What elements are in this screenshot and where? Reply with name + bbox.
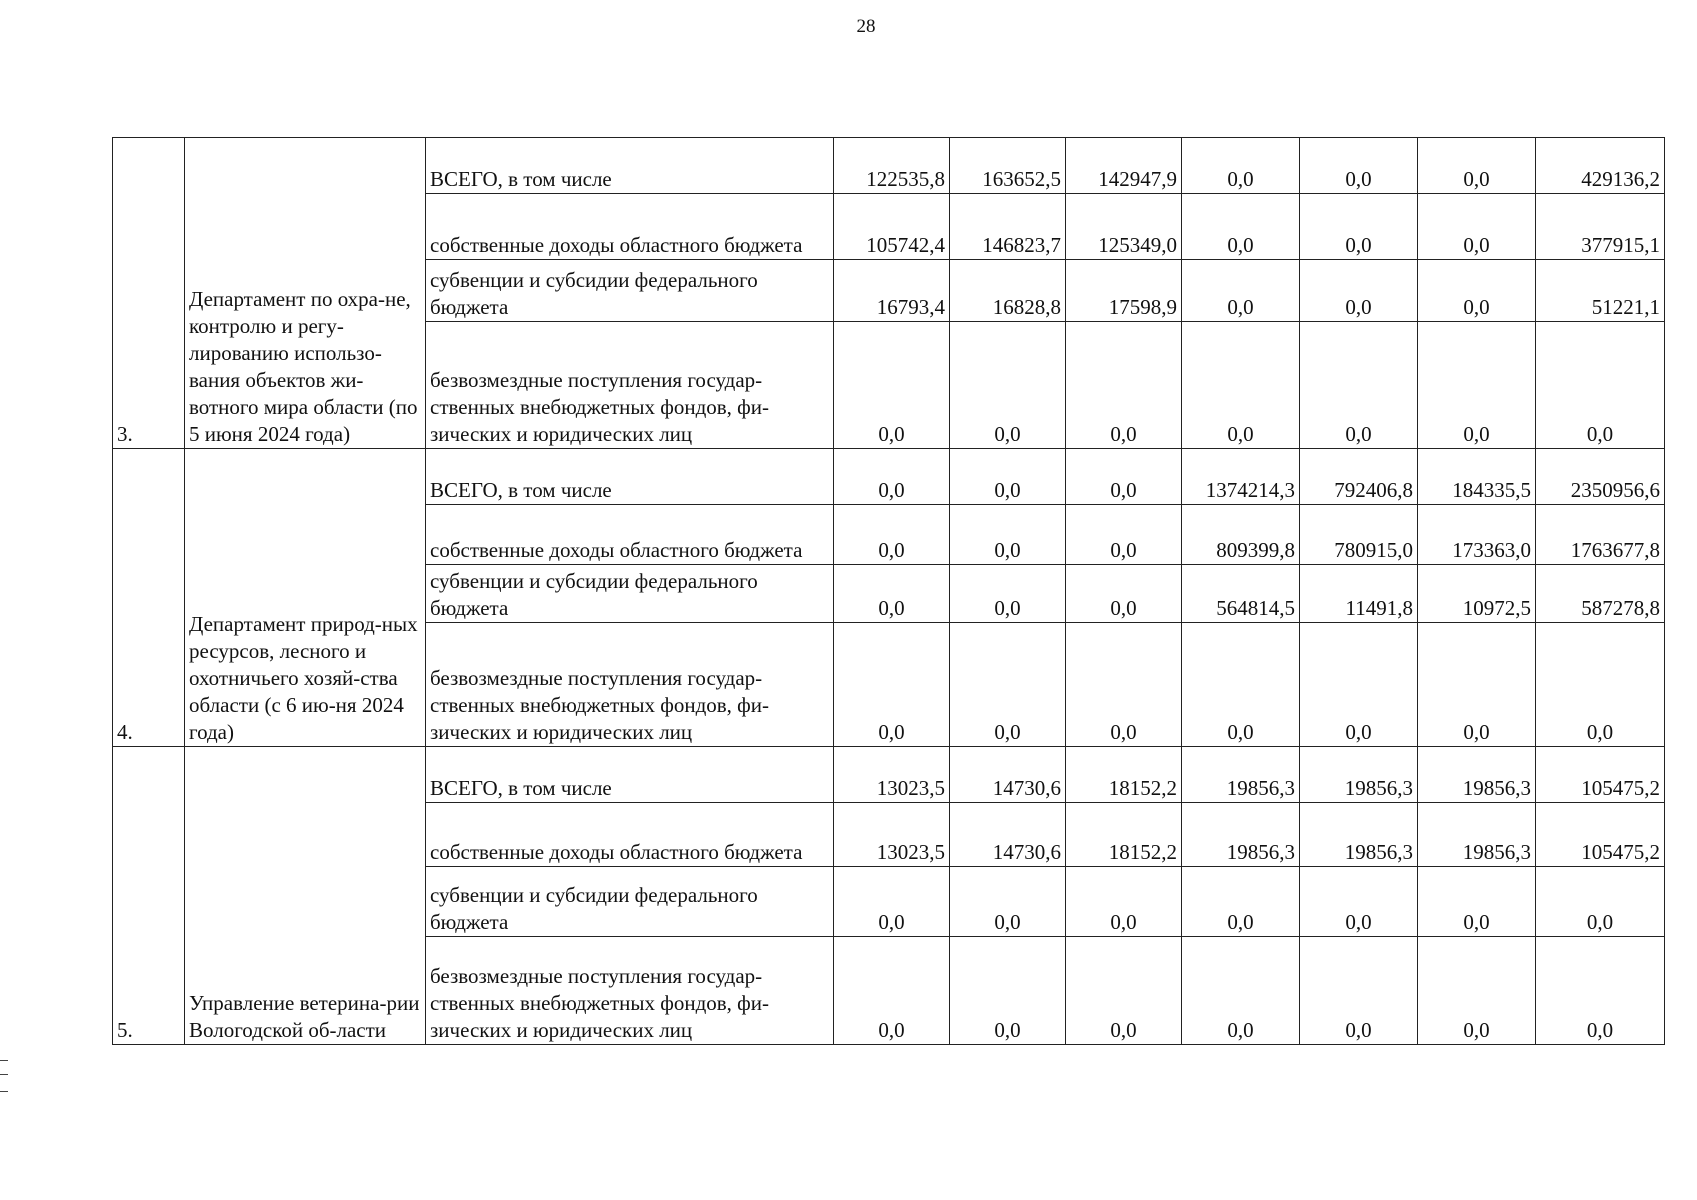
table-row	[113, 747, 1665, 803]
value-cell: 0,0	[1066, 505, 1182, 565]
value-cell: 14730,6	[950, 747, 1066, 803]
value-cell: 0,0	[834, 565, 950, 623]
funding-source-label: безвозмездные поступления государ-ственных внебюджетных фондов, фи-зических и юридических лиц	[426, 623, 834, 747]
value-cell: 0,0	[950, 623, 1066, 747]
value-cell: 0,0	[1182, 322, 1300, 449]
value-cell: 0,0	[1536, 322, 1665, 449]
value-cell: 105742,4	[834, 194, 950, 260]
value-cell: 0,0	[1536, 867, 1665, 937]
value-cell: 0,0	[950, 505, 1066, 565]
value-cell: 564814,5	[1182, 565, 1300, 623]
value-cell: 0,0	[1418, 322, 1536, 449]
value-cell: 0,0	[1536, 937, 1665, 1045]
value-cell: 19856,3	[1300, 803, 1418, 867]
value-cell: 163652,5	[950, 138, 1066, 194]
value-cell: 0,0	[834, 449, 950, 505]
table-row	[113, 138, 1665, 194]
value-cell: 0,0	[1300, 138, 1418, 194]
value-cell: 19856,3	[1182, 747, 1300, 803]
value-cell: 1374214,3	[1182, 449, 1300, 505]
department-name: Департамент природ-ных ресурсов, лесного и охотничьего хозяй-ства области (с 6 ию-ня 2024 года)	[185, 449, 426, 747]
funding-source-label: субвенции и субсидии федерального бюджета	[426, 867, 834, 937]
value-cell: 1763677,8	[1536, 505, 1665, 565]
value-cell: 0,0	[1536, 623, 1665, 747]
value-cell: 0,0	[834, 937, 950, 1045]
value-cell: 19856,3	[1300, 747, 1418, 803]
funding-source-label: безвозмездные поступления государ-ственных внебюджетных фондов, фи-зических и юридических лиц	[426, 322, 834, 449]
value-cell: 0,0	[1066, 867, 1182, 937]
value-cell: 0,0	[834, 505, 950, 565]
funding-source-label: собственные доходы областного бюджета	[426, 194, 834, 260]
value-cell: 146823,7	[950, 194, 1066, 260]
value-cell: 51221,1	[1536, 260, 1665, 322]
row-number: 5.	[113, 747, 185, 1045]
value-cell: 0,0	[1066, 565, 1182, 623]
value-cell: 0,0	[1066, 623, 1182, 747]
row-number: 3.	[113, 138, 185, 449]
value-cell: 792406,8	[1300, 449, 1418, 505]
value-cell: 0,0	[1066, 937, 1182, 1045]
value-cell: 377915,1	[1536, 194, 1665, 260]
funding-source-label: ВСЕГО, в том числе	[426, 138, 834, 194]
value-cell: 0,0	[834, 623, 950, 747]
table-body	[113, 138, 1665, 1045]
value-cell: 122535,8	[834, 138, 950, 194]
value-cell: 0,0	[1300, 260, 1418, 322]
value-cell: 0,0	[1182, 194, 1300, 260]
value-cell: 0,0	[1182, 260, 1300, 322]
value-cell: 0,0	[1300, 623, 1418, 747]
funding-source-label: субвенции и субсидии федерального бюджета	[426, 260, 834, 322]
value-cell: 429136,2	[1536, 138, 1665, 194]
value-cell: 19856,3	[1182, 803, 1300, 867]
value-cell: 18152,2	[1066, 747, 1182, 803]
value-cell: 780915,0	[1300, 505, 1418, 565]
value-cell: 0,0	[1418, 937, 1536, 1045]
value-cell: 0,0	[1182, 937, 1300, 1045]
value-cell: 0,0	[1300, 194, 1418, 260]
page-number: 28	[856, 16, 876, 37]
value-cell: 0,0	[834, 867, 950, 937]
value-cell: 16793,4	[834, 260, 950, 322]
value-cell: 2350956,6	[1536, 449, 1665, 505]
value-cell: 0,0	[1182, 867, 1300, 937]
value-cell: 11491,8	[1300, 565, 1418, 623]
value-cell: 0,0	[1182, 623, 1300, 747]
margin-marks	[0, 1060, 8, 1092]
funding-source-label: собственные доходы областного бюджета	[426, 505, 834, 565]
value-cell: 0,0	[1418, 260, 1536, 322]
value-cell: 17598,9	[1066, 260, 1182, 322]
funding-source-label: субвенции и субсидии федерального бюджета	[426, 565, 834, 623]
funding-source-label: собственные доходы областного бюджета	[426, 803, 834, 867]
value-cell: 0,0	[1418, 194, 1536, 260]
value-cell: 0,0	[1418, 138, 1536, 194]
value-cell: 105475,2	[1536, 803, 1665, 867]
value-cell: 0,0	[950, 322, 1066, 449]
value-cell: 19856,3	[1418, 803, 1536, 867]
department-name: Департамент по охра-не, контролю и регу-лированию использо-вания объектов жи-вотного мира области (по 5 июня 2024 года)	[185, 138, 426, 449]
value-cell: 0,0	[950, 565, 1066, 623]
row-number: 4.	[113, 449, 185, 747]
value-cell: 0,0	[1182, 138, 1300, 194]
funding-source-label: ВСЕГО, в том числе	[426, 747, 834, 803]
value-cell: 14730,6	[950, 803, 1066, 867]
table-row	[113, 449, 1665, 505]
value-cell: 587278,8	[1536, 565, 1665, 623]
value-cell: 142947,9	[1066, 138, 1182, 194]
value-cell: 0,0	[1300, 867, 1418, 937]
value-cell: 0,0	[1418, 623, 1536, 747]
value-cell: 0,0	[950, 449, 1066, 505]
value-cell: 19856,3	[1418, 747, 1536, 803]
value-cell: 173363,0	[1418, 505, 1536, 565]
value-cell: 16828,8	[950, 260, 1066, 322]
value-cell: 125349,0	[1066, 194, 1182, 260]
value-cell: 0,0	[950, 867, 1066, 937]
value-cell: 0,0	[950, 937, 1066, 1045]
value-cell: 0,0	[834, 322, 950, 449]
value-cell: 0,0	[1300, 937, 1418, 1045]
funding-source-label: безвозмездные поступления государ-ственных внебюджетных фондов, фи-зических и юридических лиц	[426, 937, 834, 1045]
value-cell: 0,0	[1066, 322, 1182, 449]
value-cell: 184335,5	[1418, 449, 1536, 505]
value-cell: 0,0	[1066, 449, 1182, 505]
value-cell: 13023,5	[834, 747, 950, 803]
funding-source-label: ВСЕГО, в том числе	[426, 449, 834, 505]
value-cell: 0,0	[1418, 867, 1536, 937]
value-cell: 13023,5	[834, 803, 950, 867]
budget-table	[112, 137, 1665, 1045]
department-name: Управление ветерина-рии Вологодской об-ласти	[185, 747, 426, 1045]
value-cell: 18152,2	[1066, 803, 1182, 867]
value-cell: 105475,2	[1536, 747, 1665, 803]
value-cell: 0,0	[1300, 322, 1418, 449]
value-cell: 809399,8	[1182, 505, 1300, 565]
value-cell: 10972,5	[1418, 565, 1536, 623]
